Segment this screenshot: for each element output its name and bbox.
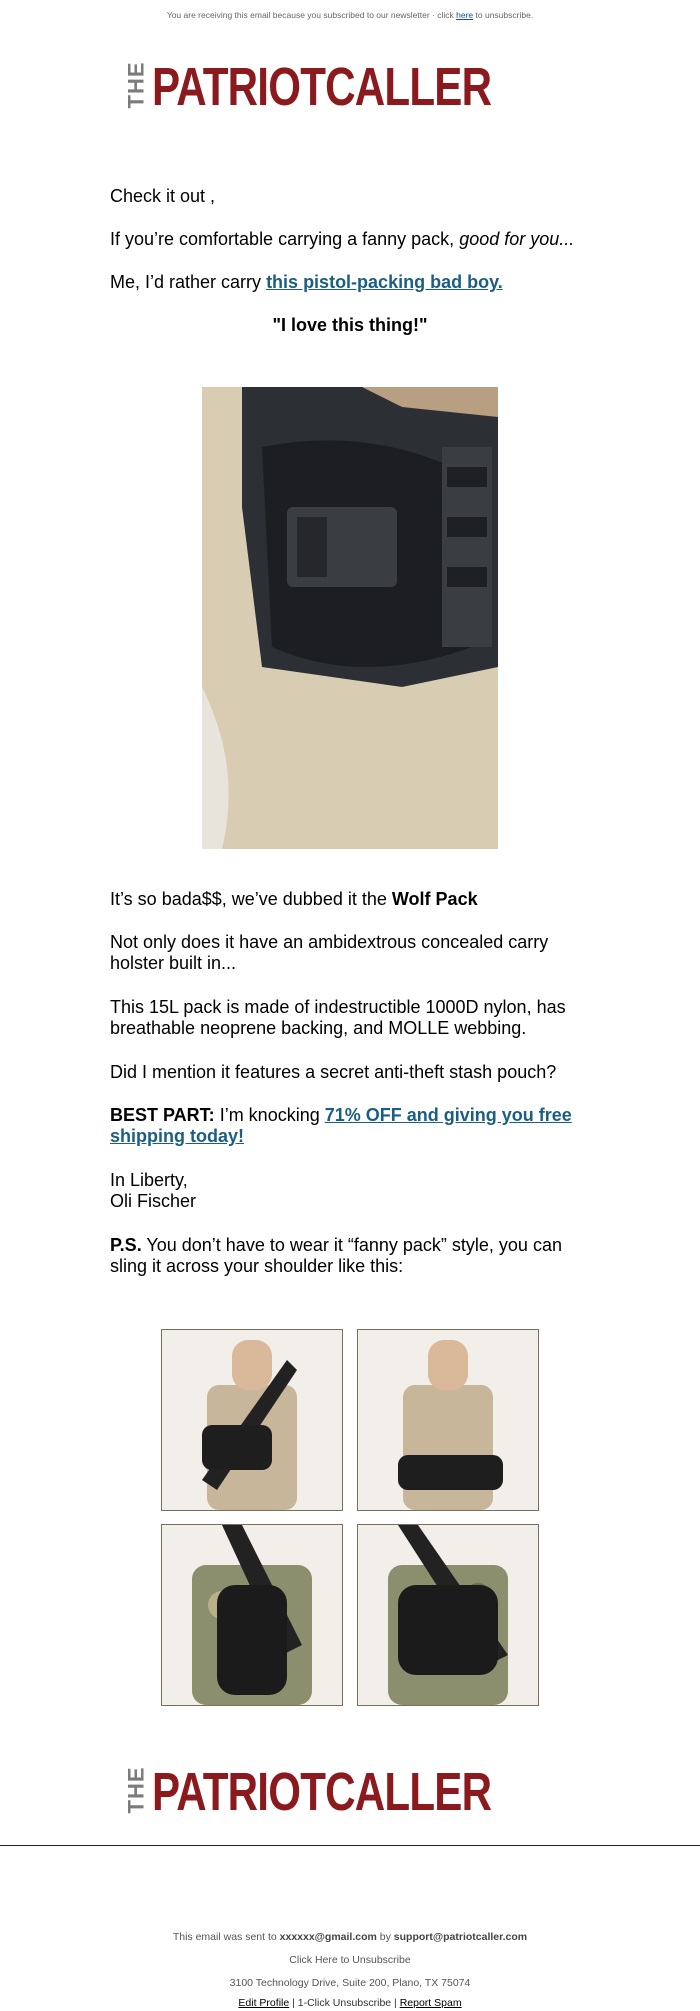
- sling-illustration-1: [162, 1330, 342, 1510]
- sling-photo-1[interactable]: [161, 1329, 343, 1511]
- ps: [110, 1235, 580, 1277]
- ps-text: You don’t have to wear it “fanny pack” style, you can sling it across your shoulder like this:: [110, 1235, 562, 1276]
- header-logo: [0, 57, 700, 117]
- stash-text: Did I mention it features a secret anti-theft stash pouch?: [110, 1062, 557, 1082]
- signoff-line1: In Liberty,: [110, 1170, 188, 1190]
- notice-suffix: to unsubscribe.: [475, 10, 534, 20]
- best-part-label: BEST PART:: [110, 1105, 215, 1125]
- footer-logo-the: THE: [123, 1766, 149, 1814]
- sling-illustration-3: [162, 1525, 342, 1705]
- footer-links: Edit Profile | 1-Click Unsubscribe | Report Spam: [238, 1997, 462, 2009]
- specs-text: This 15L pack is made of indestructible 1000D nylon, has breathable neoprene backing, and MOLLE webbing.: [110, 997, 566, 1038]
- sling-illustration-2: [358, 1330, 538, 1510]
- logo-the: THE: [123, 61, 149, 109]
- product-name: Wolf Pack: [391, 889, 478, 909]
- sent-to-line: [0, 1931, 700, 1943]
- sling-illustration-4: [358, 1525, 538, 1705]
- notice-prefix: You are receiving this email because you subscribed to our newsletter · click: [166, 10, 454, 20]
- wolf-pack-line: [110, 889, 580, 910]
- sling-photo-4[interactable]: [357, 1524, 539, 1706]
- footer-divider: [0, 1845, 700, 1846]
- sling-photo-2[interactable]: [357, 1329, 539, 1511]
- signoff-name: Oli Fischer: [110, 1191, 197, 1211]
- best-part-text: I’m knocking: [219, 1105, 320, 1125]
- unsubscribe-notice: [0, 10, 700, 20]
- best-part: [110, 1105, 580, 1147]
- logo-name: PATRIOTCALLER: [152, 57, 492, 117]
- sent-prefix: This email was sent to: [172, 1931, 277, 1943]
- sling-photo-3[interactable]: [161, 1524, 343, 1706]
- footer-logo-name: PATRIOTCALLER: [152, 1762, 492, 1822]
- quote: "I love this thing!": [272, 315, 428, 335]
- carry-line: [110, 272, 580, 293]
- product-hero-image[interactable]: [202, 387, 498, 849]
- footer-unsubscribe[interactable]: Click Here to Unsubscribe: [289, 1954, 411, 1966]
- footer-logo: [0, 1762, 700, 1822]
- signoff: [110, 1170, 580, 1212]
- line1-italic: good for you...: [459, 229, 575, 249]
- line2-text: Me, I’d rather carry: [110, 272, 262, 292]
- fanny-pack-line: [110, 229, 580, 250]
- footer-address: 3100 Technology Drive, Suite 200, Plano, TX 75074: [229, 1977, 471, 1989]
- holster-text: Not only does it have an ambidextrous concealed carry holster built in...: [110, 932, 549, 973]
- report-spam-link[interactable]: Report Spam: [399, 1997, 462, 2009]
- recipient-email: xxxxxx@gmail.com: [279, 1931, 377, 1943]
- edit-profile-link[interactable]: Edit Profile: [238, 1997, 290, 2009]
- unsubscribe-link[interactable]: here: [456, 10, 474, 20]
- dubbed-text: It’s so bada$$, we’ve dubbed it the: [110, 889, 387, 909]
- line1-text: If you’re comfortable carrying a fanny pack,: [110, 229, 455, 249]
- greeting: Check it out ,: [110, 186, 216, 206]
- hero-illustration: [202, 387, 498, 849]
- ps-label: P.S.: [110, 1235, 142, 1255]
- product-link[interactable]: this pistol-packing bad boy.: [266, 272, 503, 292]
- offer-link[interactable]: 71% OFF and giving you free shipping today!: [110, 1105, 572, 1146]
- one-click-unsubscribe[interactable]: 1-Click Unsubscribe: [297, 1997, 392, 2009]
- sent-by: by: [379, 1931, 391, 1943]
- sender-email: support@patriotcaller.com: [393, 1931, 528, 1943]
